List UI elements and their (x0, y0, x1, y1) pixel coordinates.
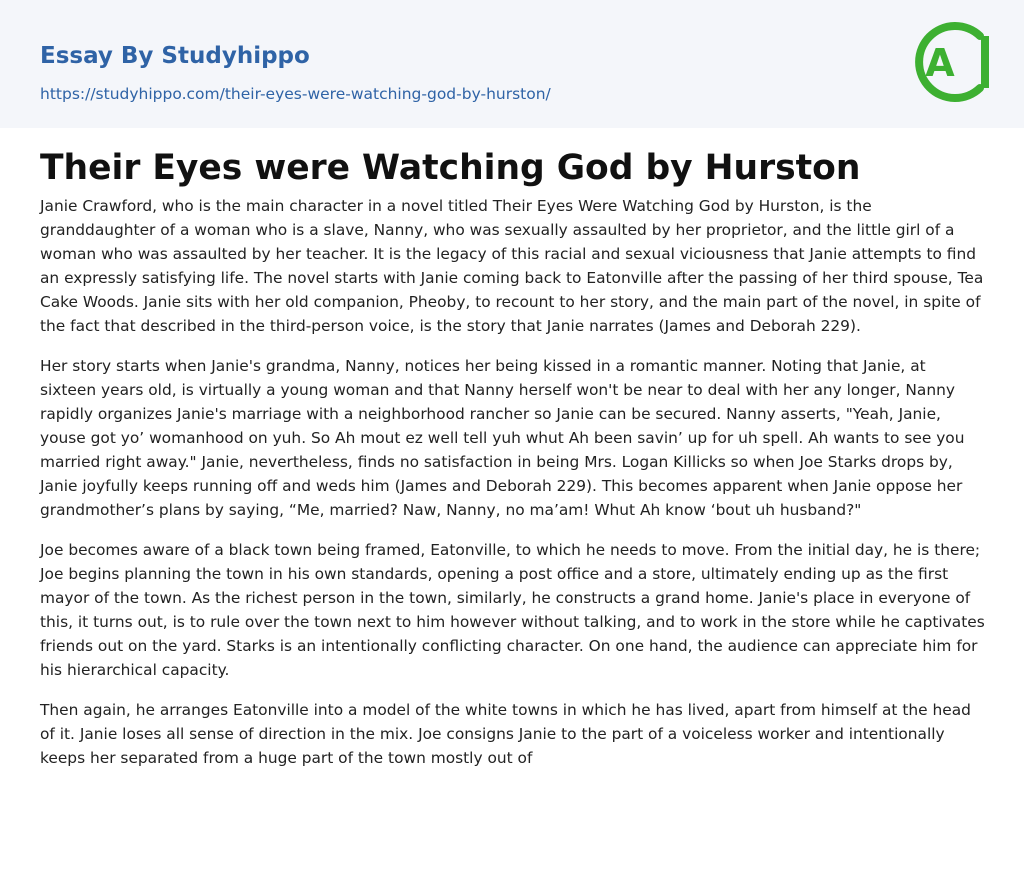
page-url-link[interactable]: https://studyhippo.com/their-eyes-were-watching-god-by-hurston/ (40, 85, 551, 103)
article-body (40, 194, 986, 786)
article-paragraph: Her story starts when Janie's grandma, Nanny, notices her being kissed in a romantic manner. Noting that Janie, at sixteen years old, is virtually a young woman and that Nanny herself won't be near to deal with her any longer, Nanny rapidly organizes Janie's marriage with a neighborhood rancher so Janie can be secured. Nanny asserts, "Yeah, Janie, youse got yo’ womanhood on yuh. So Ah mout ez well tell yuh whut Ah been savin’ up for uh spell. Ah wants to see you married right away." Janie, nevertheless, finds no satisfaction in being Mrs. Logan Killicks so when Joe Starks drops by, Janie joyfully keeps running off and weds him (James and Deborah 229). This becomes apparent when Janie oppose her grandmother’s plans by saying, “Me, married? Naw, Nanny, no ma’am! Whut Ah know ‘bout uh husband?" (40, 357, 965, 519)
site-header (0, 0, 1024, 128)
article-paragraph: Then again, he arranges Eatonville into a model of the white towns in which he has lived, apart from himself at the head of it. Janie loses all sense of direction in the mix. Joe consigns Janie to the part of a voiceless worker and intentionally keeps her separated from a huge part of the town mostly out of (40, 701, 971, 767)
site-brand[interactable]: Essay By Studyhippo (40, 43, 310, 69)
article-paragraph: Joe becomes aware of a black town being framed, Eatonville, to which he needs to move. From the initial day, he is there; Joe begins planning the town in his own standards, opening a post office and a store, ultimately ending up as the first mayor of the town. As the richest person in the town, similarly, he constructs a grand home. Janie's place in everyone of this, it turns out, is to rule over the town next to him however without talking, and to work in the store while he captivates friends out on the yard. Starks is an intentionally conflicting character. On one hand, the audience can appreciate him for his hierarchical capacity. (40, 541, 985, 679)
article-title: Their Eyes were Watching God by Hurston (40, 148, 861, 188)
logo-icon[interactable] (910, 16, 990, 108)
article-paragraph: Janie Crawford, who is the main character in a novel titled Their Eyes Were Watching God by Hurston, is the granddaughter of a woman who is a slave, Nanny, who was sexually assaulted by her proprietor, and the little girl of a woman who was assaulted by her teacher. It is the legacy of this racial and sexual viciousness that Janie attempts to find an expressly satisfying life. The novel starts with Janie coming back to Eatonville after the passing of her third spouse, Tea Cake Woods. Janie sits with her old companion, Pheoby, to recount to her story, and the main part of the novel, in spite of the fact that described in the third-person voice, is the story that Janie narrates (James and Deborah 229). (40, 197, 984, 335)
logo-letter: A (925, 41, 955, 85)
